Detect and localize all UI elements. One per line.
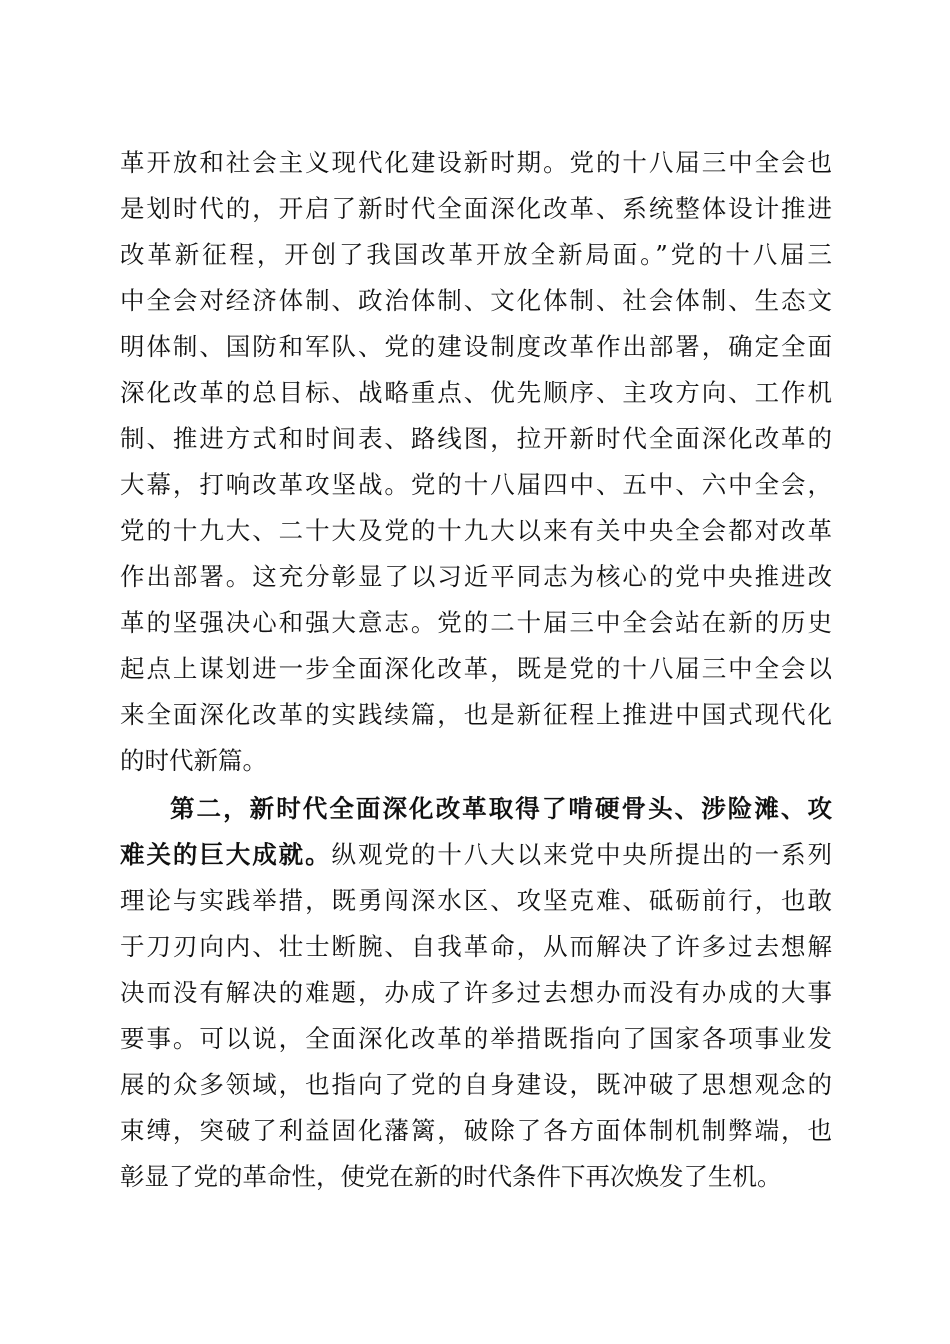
text-line: 于刀刃向内、壮士断腕、自我革命，从而解决了许多过去想解 xyxy=(120,932,832,961)
text-line: 是划时代的，开启了新时代全面深化改革、系统整体设计推进 xyxy=(120,194,832,223)
text-line: 作出部署。这充分彰显了以习近平同志为核心的党中央推进改 xyxy=(120,562,832,591)
text-line: 制、推进方式和时间表、路线图，拉开新时代全面深化改革的 xyxy=(120,424,832,453)
text-line: 束缚，突破了利益固化藩篱，破除了各方面体制机制弊端，也 xyxy=(120,1116,832,1145)
paragraph-heading-line: 第二，新时代全面深化改革取得了啃硬骨头、涉险滩、攻 xyxy=(170,794,832,823)
text-line: 理论与实践举措，既勇闯深水区、攻坚克难、砥砺前行，也敢 xyxy=(120,886,832,915)
text-line: 决而没有解决的难题，办成了许多过去想办而没有办成的大事 xyxy=(120,978,832,1007)
text-line: 起点上谋划进一步全面深化改革，既是党的十八届三中全会以 xyxy=(120,654,832,683)
text-line: 要事。可以说，全面深化改革的举措既指向了国家各项事业发 xyxy=(120,1024,832,1053)
text-line: 革开放和社会主义现代化建设新时期。党的十八届三中全会也 xyxy=(120,148,832,177)
text-line: 革的坚强决心和强大意志。党的二十届三中全会站在新的历史 xyxy=(120,608,832,637)
paragraph-continuation xyxy=(120,140,832,784)
heading-rest-text: 纵观党的十八大以来党中央所提出的一系列 xyxy=(331,840,833,869)
paragraph-second-point xyxy=(120,786,832,1200)
heading-bold-text: 难关的巨大成就。 xyxy=(120,840,332,869)
text-line: 彰显了党的革命性，使党在新的时代条件下再次焕发了生机。 xyxy=(120,1162,782,1191)
text-line: 大幕，打响改革攻坚战。党的十八届四中、五中、六中全会， xyxy=(120,470,832,499)
text-line: 明体制、国防和军队、党的建设制度改革作出部署，确定全面 xyxy=(120,332,832,361)
text-line: 改革新征程，开创了我国改革开放全新局面。”党的十八届三 xyxy=(120,240,832,269)
text-line: 展的众多领域，也指向了党的自身建设，既冲破了思想观念的 xyxy=(120,1070,832,1099)
text-line: 党的十九大、二十大及党的十九大以来有关中央全会都对改革 xyxy=(120,516,832,545)
document-page xyxy=(120,140,832,1200)
text-line: 中全会对经济体制、政治体制、文化体制、社会体制、生态文 xyxy=(120,286,832,315)
text-line: 来全面深化改革的实践续篇，也是新征程上推进中国式现代化 xyxy=(120,700,832,729)
text-line: 深化改革的总目标、战略重点、优先顺序、主攻方向、工作机 xyxy=(120,378,832,407)
text-line-mixed xyxy=(120,832,832,878)
text-line: 的时代新篇。 xyxy=(120,746,267,775)
